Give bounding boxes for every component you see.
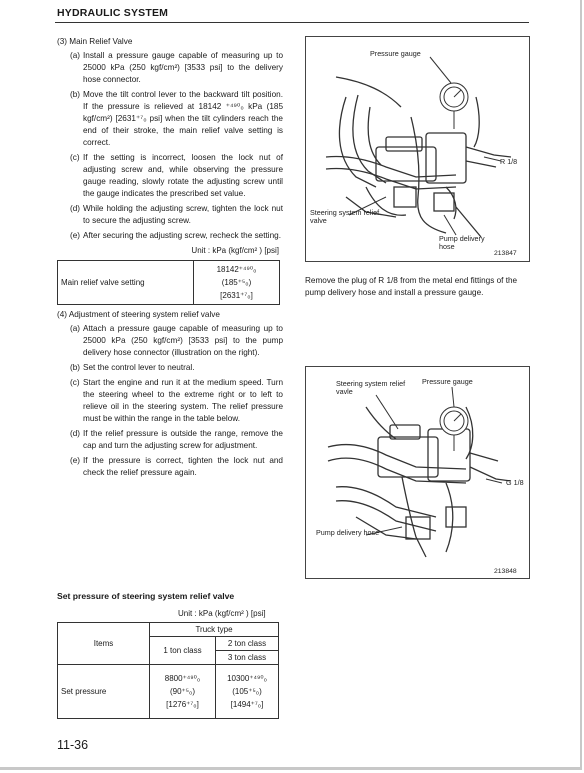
one-ton-header: 1 ton class (150, 637, 216, 665)
step-text: Start the engine and run it at the medium speed. Turn the steering wheel to the extreme right or to left to relieve oil in the steering system. The relief pressure must be within the range in the table below. (83, 378, 283, 423)
section-4-step (70, 455, 283, 479)
step-label: (d) (70, 429, 81, 438)
section-3-step (70, 203, 283, 227)
step-label: (c) (70, 378, 80, 387)
two-ton-header: 2 ton class (216, 637, 279, 651)
section-4-title: (4) Adjustment of steering system relief valve (57, 310, 220, 319)
step-label: (b) (70, 90, 81, 99)
step-text: While holding the adjusting screw, tighten the lock nut to secure the adjusting screw. (83, 204, 283, 225)
figure-number: 213848 (494, 568, 517, 575)
one-ton-value (150, 665, 216, 719)
header-rule (55, 22, 529, 23)
main-relief-value (194, 261, 280, 305)
page-header: HYDRAULIC SYSTEM (57, 7, 169, 19)
step-text: Install a pressure gauge capable of measuring up to 25000 kPa (250 kgf/cm²) [3533 psi] to the delivery hose connector. (83, 51, 283, 84)
step-label: (d) (70, 204, 81, 213)
main-relief-table (57, 260, 280, 305)
set-pressure-label: Set pressure (58, 665, 150, 719)
step-label: (e) (70, 231, 81, 240)
figure-number: 213847 (494, 250, 517, 257)
pump-delivery-hose-label: Pump delivery hose (439, 234, 485, 251)
pressure-gauge-label: Pressure gauge (370, 49, 421, 58)
r18-label: R 1/8 (500, 157, 518, 166)
section-3-title: (3) Main Relief Valve (57, 37, 133, 46)
left-column (57, 36, 283, 482)
hydraulic-illustration-2 (306, 367, 531, 580)
step-label: (b) (70, 363, 81, 372)
section-3-step (70, 152, 283, 200)
step-text: After securing the adjusting screw, recheck the setting. (83, 231, 281, 240)
step-text: Attach a pressure gauge capable of measuring up to 25000 kPa (250 kgf/cm²) [3533 psi] to the pump delivery hose connector (illustration on the right). (83, 324, 283, 357)
three-ton-header: 3 ton class (216, 651, 279, 665)
page-number: 11-36 (57, 738, 89, 752)
steering-table-title: Set pressure of steering system relief valve (57, 591, 235, 601)
main-relief-value-kgf: (185⁺⁵₀) (221, 278, 252, 287)
section-3-step (70, 230, 283, 242)
two-three-ton-value-kgf: (105⁺⁵₀) (232, 687, 262, 696)
pump-delivery-hose-label: Pump delivery hose (316, 528, 380, 537)
two-three-ton-value-psi: [1494⁺⁷₀] (230, 700, 264, 709)
two-three-ton-value (216, 665, 279, 719)
step-label: (a) (70, 324, 81, 333)
steering-relief-valve-label: Steering system relief valve (310, 208, 380, 225)
main-relief-unit: Unit : kPa (kgf/cm² ) [psi] (191, 246, 279, 255)
step-text: If the setting is incorrect, loosen the lock nut of adjusting screw and, while observing the pressure gauge reading, slowly rotate the adjusting screw until the gauge indicates the prescribed set value. (83, 153, 283, 198)
step-label: (a) (70, 51, 81, 60)
truck-type-header: Truck type (150, 623, 279, 637)
items-header: Items (58, 623, 150, 665)
steering-relief-table (57, 622, 279, 719)
main-relief-value-kpa: 18142⁺⁴⁹⁰₀ (216, 265, 257, 274)
main-relief-value-psi: [2631⁺⁷₀] (220, 291, 253, 300)
figure-steering-relief (305, 366, 530, 579)
figure-1-caption: Remove the plug of R 1/8 from the metal end fittings of the pump delivery hose and install a pressure gauge. (305, 276, 518, 297)
section-3-step (70, 50, 283, 86)
step-text: If the relief pressure is outside the range, remove the cap and turn the adjusting screw for adjustment. (83, 429, 283, 450)
g18-label: G 1/8 (506, 478, 524, 487)
section-4-step (70, 428, 283, 452)
step-text: Set the control lever to neutral. (83, 363, 195, 372)
section-4-step (70, 362, 283, 374)
step-label: (c) (70, 153, 80, 162)
pressure-gauge-label: Pressure gauge (422, 377, 473, 386)
main-relief-label: Main relief valve setting (58, 261, 194, 305)
hydraulic-illustration-1 (306, 37, 531, 263)
steering-relief-valve-label: Steering system relief vavle (336, 379, 406, 396)
section-4-step (70, 323, 283, 359)
section-3-step (70, 89, 283, 149)
section-4-step (70, 377, 283, 425)
step-text: Move the tilt control lever to the backward tilt position. If the pressure is relieved at 18142 ⁺⁴⁹⁰₀ kPa (185 kgf/cm²) [2631⁺⁷₀ psi] when the tilt cylinders reach the end of their stroke, the main relief valve setting is correct. (83, 90, 283, 147)
steering-table-unit: Unit : kPa (kgf/cm² ) [psi] (178, 609, 266, 618)
two-three-ton-value-kpa: 10300⁺⁴⁹⁰₀ (227, 674, 267, 683)
step-text: If the pressure is correct, tighten the lock nut and check the relief pressure again. (83, 456, 283, 477)
figure-main-relief (305, 36, 530, 262)
one-ton-value-kpa: 8800⁺⁴⁹⁰₀ (90⁺⁵₀) (164, 674, 201, 696)
one-ton-value-psi: [1276⁺⁷₀] (166, 700, 199, 709)
step-label: (e) (70, 456, 81, 465)
